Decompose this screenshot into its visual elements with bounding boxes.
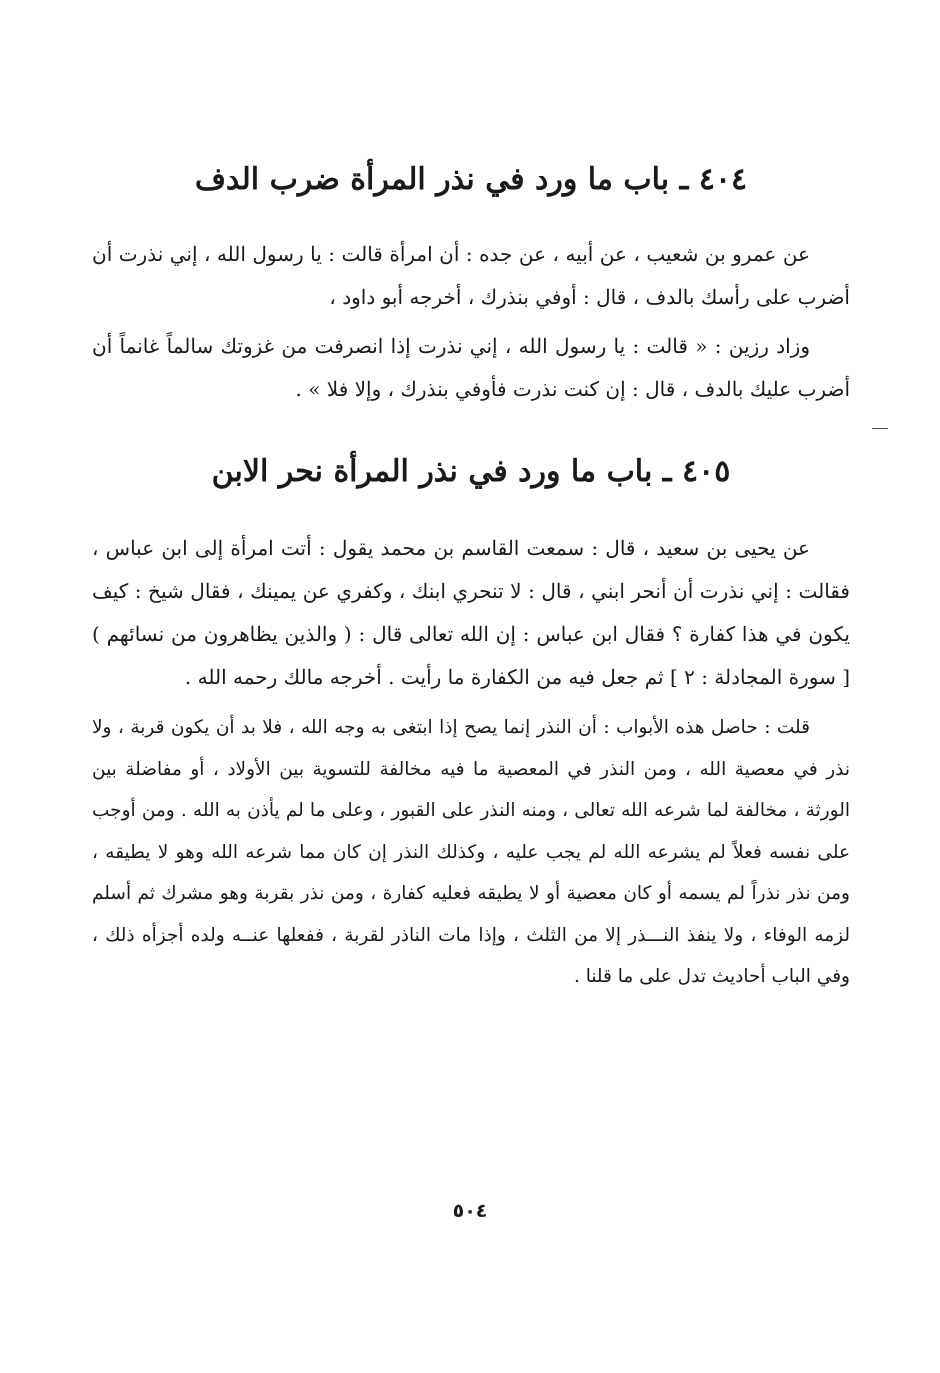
chapter-heading: ٤٠٥ ـ باب ما ورد في نذر المرأة نحر الابن xyxy=(211,454,731,489)
hadith-paragraph: عن يحيى بن سعيد ، قال : سمعت القاسم بن محمد يقول : أتت امرأة إلى ابن عباس ، فقالت : إني نذرت أن أنحر ابني ، قال : لا تنحري ابنك ، وكفري عن يمينك ، فقال شيخ : كيف يكون في هذا كفارة ؟ فقال ابن عباس : إن الله تعالى قال : ( والذين يظاهرون من نسائهم ) [ سورة المجادلة : ٢ ] ثم جعل فيه من الكفارة ما رأيت . أخرجه مالك رحمه الله . xyxy=(92,536,850,689)
chapter-heading: ٤٠٤ ـ باب ما ورد في نذر المرأة ضرب الدف xyxy=(194,162,748,197)
margin-dash xyxy=(872,428,888,429)
author-commentary-paragraph: قلت : حاصل هذه الأبواب : أن النذر إنما يصح إذا ابتغى به وجه الله ، فلا بد أن يكون قربة ، ولا نذر في معصية الله ، ومن النذر في المعصية ما فيه مخالفة للتسوية بين الأولاد ، أو مفاضلة بين الورثة ، مخالفة لما شرعه الله تعالى ، ومنه النذر على القبور ، وعلى ما لم يأذن به الله . ومن أوجب على نفسه فعلاً لم يشرعه الله لم يجب عليه ، وكذلك النذر إن كان مما شرعه الله وهو لا يطيقه ، ومن نذر نذراً لم يسمه أو كان معصية أو لا يطيقه فعليه كفارة ، ومن نذر بقربة وهو مشرك ثم أسلم لزمه الوفاء ، ولا ينفذ النـــذر إلا من الثلث ، وإذا مات الناذر لقربة ، ففعلها عنــه ولده أجزأه ذلك ، وفي الباب أحاديث تدل على ما قلنا . xyxy=(92,717,850,987)
chapter-404 xyxy=(92,155,850,411)
hadith-addition-paragraph: وزاد رزين : « قالت : يا رسول الله ، إني نذرت إذا انصرفت من غزوتك سالماً غانماً أن أضرب عليك بالدف ، قال : إن كنت نذرت فأوفي بنذرك ، وإلا فلا » . xyxy=(92,334,850,401)
page-number: ٥٠٤ xyxy=(452,1200,488,1222)
hadith-paragraph: عن عمرو بن شعيب ، عن أبيه ، عن جده : أن امرأة قالت : يا رسول الله ، إني نذرت أن أضرب على رأسك بالدف ، قال : أوفي بنذرك ، أخرجه أبو داود ، xyxy=(92,242,850,309)
chapter-405 xyxy=(92,447,850,998)
